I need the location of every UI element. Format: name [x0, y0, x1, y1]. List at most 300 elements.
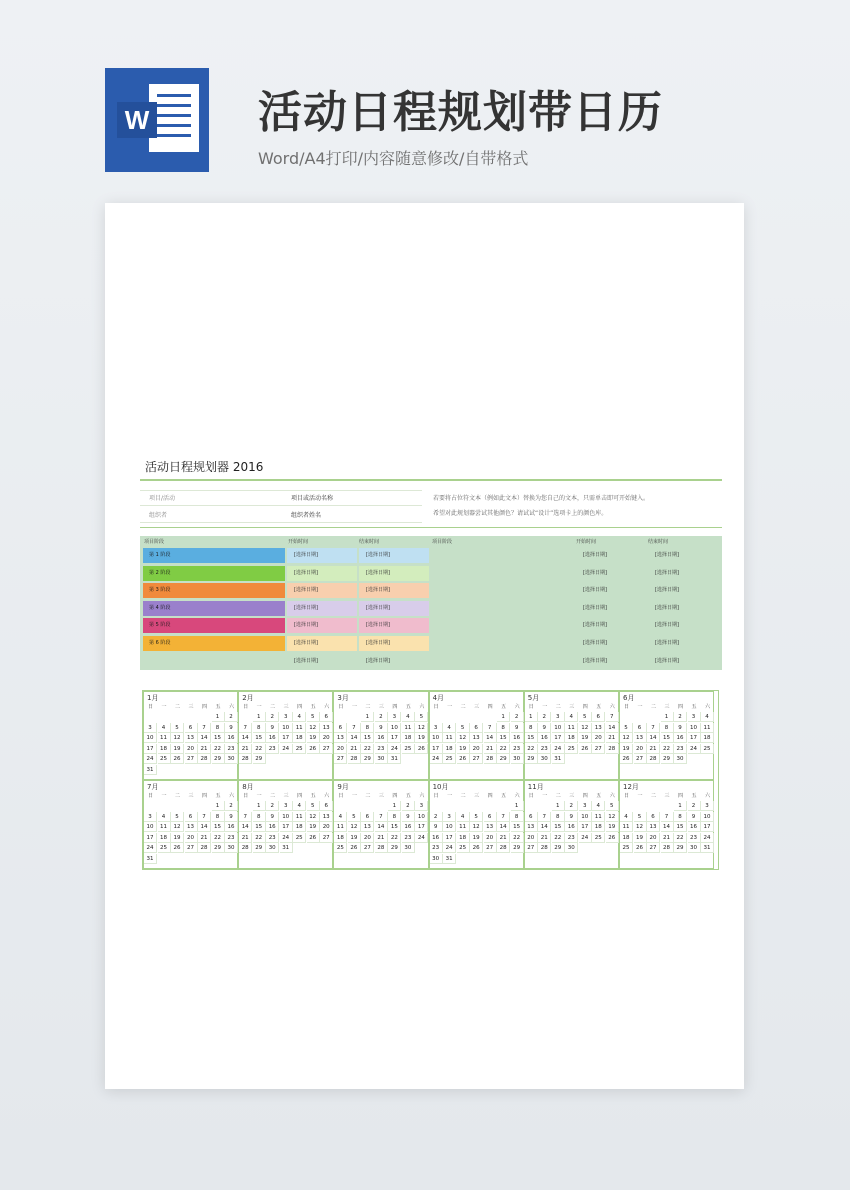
calendar-day[interactable]: 7 — [484, 723, 497, 733]
calendar-day[interactable]: 9 — [225, 723, 238, 733]
calendar-day[interactable]: 20 — [647, 833, 660, 843]
calendar-day[interactable]: 2 — [375, 712, 388, 722]
calendar-day[interactable]: 4 — [402, 712, 415, 722]
calendar-day[interactable]: 18 — [158, 833, 171, 843]
calendar-day[interactable]: 28 — [661, 843, 674, 853]
calendar-day[interactable]: 2 — [565, 801, 578, 811]
calendar-day[interactable]: 8 — [552, 812, 565, 822]
calendar-day[interactable]: 30 — [266, 843, 279, 853]
phase-name-cell[interactable] — [431, 654, 573, 669]
calendar-day[interactable]: 29 — [497, 754, 510, 764]
calendar-day[interactable]: 25 — [565, 744, 578, 754]
calendar-day[interactable]: 5 — [348, 812, 361, 822]
calendar-day[interactable]: 11 — [158, 822, 171, 832]
calendar-day[interactable]: 17 — [144, 744, 157, 754]
calendar-day[interactable]: 16 — [430, 833, 443, 843]
calendar-day[interactable]: 1 — [552, 801, 565, 811]
calendar-day[interactable]: 11 — [457, 822, 470, 832]
calendar-day[interactable]: 21 — [239, 833, 252, 843]
calendar-day[interactable]: 14 — [198, 733, 211, 743]
calendar-day[interactable]: 5 — [620, 723, 633, 733]
calendar-day[interactable]: 25 — [457, 843, 470, 853]
phase-name-cell[interactable]: 第 3 阶段 — [143, 583, 285, 598]
end-date-picker[interactable]: [选择日期] — [648, 618, 720, 633]
calendar-day[interactable]: 22 — [212, 833, 225, 843]
calendar-day[interactable]: 21 — [647, 744, 660, 754]
calendar-day[interactable]: 19 — [171, 744, 184, 754]
calendar-day[interactable]: 11 — [334, 822, 347, 832]
calendar-day[interactable]: 2 — [688, 801, 701, 811]
calendar-day[interactable]: 5 — [457, 723, 470, 733]
calendar-day[interactable]: 23 — [430, 843, 443, 853]
calendar-day[interactable]: 30 — [674, 754, 687, 764]
calendar-day[interactable]: 27 — [320, 833, 333, 843]
calendar-day[interactable]: 24 — [144, 843, 157, 853]
calendar-day[interactable]: 8 — [212, 723, 225, 733]
calendar-day[interactable]: 18 — [457, 833, 470, 843]
calendar-day[interactable]: 27 — [185, 843, 198, 853]
calendar-day[interactable]: 22 — [674, 833, 687, 843]
calendar-day[interactable]: 4 — [293, 712, 306, 722]
calendar-day[interactable]: 8 — [674, 812, 687, 822]
calendar-day[interactable]: 28 — [606, 744, 619, 754]
calendar-day[interactable]: 30 — [402, 843, 415, 853]
end-date-picker[interactable]: [选择日期] — [648, 601, 720, 616]
start-date-picker[interactable]: [选择日期] — [287, 601, 357, 616]
calendar-day[interactable]: 6 — [320, 712, 333, 722]
end-date-picker[interactable]: [选择日期] — [648, 548, 720, 563]
calendar-day[interactable]: 2 — [402, 801, 415, 811]
phase-name-cell[interactable] — [431, 601, 573, 616]
calendar-day[interactable]: 13 — [525, 822, 538, 832]
phase-name-cell[interactable] — [431, 618, 573, 633]
calendar-day[interactable]: 8 — [253, 723, 266, 733]
calendar-day[interactable]: 7 — [198, 812, 211, 822]
calendar-day[interactable]: 19 — [457, 744, 470, 754]
calendar-day[interactable]: 16 — [538, 733, 551, 743]
calendar-day[interactable]: 27 — [634, 754, 647, 764]
calendar-day[interactable]: 7 — [606, 712, 619, 722]
calendar-day[interactable]: 30 — [538, 754, 551, 764]
calendar-day[interactable]: 23 — [511, 744, 524, 754]
calendar-day[interactable]: 7 — [348, 723, 361, 733]
calendar-day[interactable]: 9 — [266, 812, 279, 822]
calendar-day[interactable]: 21 — [661, 833, 674, 843]
calendar-day[interactable]: 25 — [402, 744, 415, 754]
calendar-day[interactable]: 27 — [334, 754, 347, 764]
calendar-day[interactable]: 19 — [171, 833, 184, 843]
calendar-day[interactable]: 8 — [661, 723, 674, 733]
calendar-day[interactable]: 11 — [402, 723, 415, 733]
calendar-day[interactable]: 18 — [402, 733, 415, 743]
calendar-day[interactable]: 8 — [497, 723, 510, 733]
calendar-day[interactable]: 28 — [647, 754, 660, 764]
calendar-day[interactable]: 22 — [497, 744, 510, 754]
calendar-day[interactable]: 25 — [158, 843, 171, 853]
calendar-day[interactable]: 18 — [620, 833, 633, 843]
calendar-day[interactable]: 28 — [538, 843, 551, 853]
calendar-day[interactable]: 12 — [307, 723, 320, 733]
calendar-day[interactable]: 23 — [225, 833, 238, 843]
calendar-day[interactable]: 17 — [388, 733, 401, 743]
calendar-day[interactable]: 31 — [388, 754, 401, 764]
calendar-day[interactable]: 9 — [674, 723, 687, 733]
calendar-day[interactable]: 2 — [430, 812, 443, 822]
calendar-day[interactable]: 25 — [158, 754, 171, 764]
calendar-day[interactable]: 3 — [579, 801, 592, 811]
calendar-day[interactable]: 7 — [239, 812, 252, 822]
calendar-day[interactable]: 24 — [443, 843, 456, 853]
calendar-day[interactable]: 20 — [185, 744, 198, 754]
calendar-day[interactable]: 20 — [634, 744, 647, 754]
calendar-day[interactable]: 2 — [266, 712, 279, 722]
calendar-day[interactable]: 10 — [388, 723, 401, 733]
calendar-day[interactable]: 5 — [171, 812, 184, 822]
calendar-day[interactable]: 14 — [239, 822, 252, 832]
calendar-day[interactable]: 6 — [334, 723, 347, 733]
start-date-picker[interactable]: [选择日期] — [287, 618, 357, 633]
calendar-day[interactable]: 31 — [144, 765, 157, 775]
calendar-day[interactable]: 24 — [552, 744, 565, 754]
calendar-day[interactable]: 13 — [334, 733, 347, 743]
calendar-day[interactable]: 16 — [511, 733, 524, 743]
calendar-day[interactable]: 11 — [443, 733, 456, 743]
calendar-day[interactable]: 11 — [158, 733, 171, 743]
end-date-picker[interactable]: [选择日期] — [648, 566, 720, 581]
calendar-day[interactable]: 21 — [198, 833, 211, 843]
calendar-day[interactable]: 12 — [620, 733, 633, 743]
calendar-day[interactable]: 12 — [606, 812, 619, 822]
calendar-day[interactable]: 15 — [497, 733, 510, 743]
calendar-day[interactable]: 26 — [307, 833, 320, 843]
phase-name-cell[interactable] — [431, 583, 573, 598]
calendar-day[interactable]: 1 — [497, 712, 510, 722]
calendar-day[interactable]: 8 — [253, 812, 266, 822]
calendar-day[interactable]: 12 — [634, 822, 647, 832]
calendar-day[interactable]: 22 — [212, 744, 225, 754]
calendar-day[interactable]: 27 — [320, 744, 333, 754]
calendar-day[interactable]: 6 — [320, 801, 333, 811]
calendar-day[interactable]: 28 — [198, 754, 211, 764]
calendar-day[interactable]: 20 — [334, 744, 347, 754]
calendar-day[interactable]: 4 — [158, 723, 171, 733]
calendar-day[interactable]: 24 — [280, 744, 293, 754]
calendar-day[interactable]: 1 — [661, 712, 674, 722]
calendar-day[interactable]: 2 — [538, 712, 551, 722]
calendar-day[interactable]: 23 — [266, 833, 279, 843]
calendar-day[interactable]: 26 — [415, 744, 428, 754]
start-date-picker[interactable]: [选择日期] — [287, 654, 357, 669]
calendar-day[interactable]: 25 — [334, 843, 347, 853]
calendar-day[interactable]: 18 — [443, 744, 456, 754]
calendar-day[interactable]: 13 — [634, 733, 647, 743]
calendar-day[interactable]: 12 — [348, 822, 361, 832]
calendar-day[interactable]: 29 — [212, 754, 225, 764]
calendar-day[interactable]: 16 — [402, 822, 415, 832]
calendar-day[interactable]: 13 — [320, 812, 333, 822]
calendar-day[interactable]: 22 — [253, 744, 266, 754]
calendar-day[interactable]: 16 — [266, 822, 279, 832]
calendar-day[interactable]: 22 — [661, 744, 674, 754]
end-date-picker[interactable]: [选择日期] — [359, 583, 429, 598]
calendar-day[interactable]: 19 — [606, 822, 619, 832]
calendar-day[interactable]: 17 — [430, 744, 443, 754]
calendar-day[interactable]: 6 — [361, 812, 374, 822]
calendar-day[interactable]: 14 — [661, 822, 674, 832]
calendar-day[interactable]: 22 — [511, 833, 524, 843]
calendar-day[interactable]: 22 — [552, 833, 565, 843]
calendar-day[interactable]: 10 — [579, 812, 592, 822]
calendar-day[interactable]: 18 — [293, 733, 306, 743]
calendar-day[interactable]: 17 — [280, 733, 293, 743]
calendar-day[interactable]: 20 — [361, 833, 374, 843]
calendar-day[interactable]: 12 — [470, 822, 483, 832]
calendar-day[interactable]: 20 — [484, 833, 497, 843]
calendar-day[interactable]: 13 — [185, 822, 198, 832]
calendar-day[interactable]: 12 — [415, 723, 428, 733]
calendar-day[interactable]: 24 — [579, 833, 592, 843]
calendar-day[interactable]: 28 — [497, 843, 510, 853]
calendar-day[interactable]: 1 — [253, 801, 266, 811]
calendar-day[interactable]: 20 — [525, 833, 538, 843]
calendar-day[interactable]: 3 — [443, 812, 456, 822]
calendar-day[interactable]: 10 — [430, 733, 443, 743]
calendar-day[interactable]: 19 — [579, 733, 592, 743]
start-date-picker[interactable]: [选择日期] — [576, 618, 646, 633]
calendar-day[interactable]: 3 — [144, 812, 157, 822]
calendar-day[interactable]: 15 — [388, 822, 401, 832]
calendar-day[interactable]: 30 — [430, 854, 443, 864]
calendar-day[interactable]: 28 — [239, 754, 252, 764]
calendar-day[interactable]: 16 — [565, 822, 578, 832]
calendar-day[interactable]: 12 — [457, 733, 470, 743]
calendar-day[interactable]: 13 — [592, 723, 605, 733]
calendar-day[interactable]: 8 — [511, 812, 524, 822]
calendar-day[interactable]: 2 — [225, 801, 238, 811]
calendar-day[interactable]: 4 — [158, 812, 171, 822]
calendar-day[interactable]: 26 — [606, 833, 619, 843]
calendar-day[interactable]: 3 — [280, 712, 293, 722]
calendar-day[interactable]: 13 — [320, 723, 333, 733]
calendar-day[interactable]: 23 — [375, 744, 388, 754]
calendar-day[interactable]: 5 — [415, 712, 428, 722]
calendar-day[interactable]: 26 — [620, 754, 633, 764]
calendar-day[interactable]: 9 — [688, 812, 701, 822]
calendar-day[interactable]: 13 — [647, 822, 660, 832]
calendar-day[interactable]: 14 — [497, 822, 510, 832]
calendar-day[interactable]: 4 — [334, 812, 347, 822]
calendar-day[interactable]: 14 — [484, 733, 497, 743]
calendar-day[interactable]: 10 — [443, 822, 456, 832]
calendar-day[interactable]: 22 — [253, 833, 266, 843]
calendar-day[interactable]: 9 — [225, 812, 238, 822]
calendar-day[interactable]: 17 — [280, 822, 293, 832]
calendar-day[interactable]: 24 — [430, 754, 443, 764]
calendar-day[interactable]: 23 — [538, 744, 551, 754]
calendar-day[interactable]: 29 — [361, 754, 374, 764]
end-date-picker[interactable]: [选择日期] — [359, 601, 429, 616]
calendar-day[interactable]: 3 — [552, 712, 565, 722]
calendar-day[interactable]: 19 — [307, 822, 320, 832]
calendar-day[interactable]: 16 — [225, 733, 238, 743]
calendar-day[interactable]: 9 — [402, 812, 415, 822]
calendar-day[interactable]: 21 — [375, 833, 388, 843]
calendar-day[interactable]: 25 — [620, 843, 633, 853]
calendar-day[interactable]: 14 — [647, 733, 660, 743]
calendar-day[interactable]: 15 — [253, 733, 266, 743]
calendar-day[interactable]: 5 — [307, 712, 320, 722]
calendar-day[interactable]: 23 — [225, 744, 238, 754]
calendar-day[interactable]: 18 — [293, 822, 306, 832]
calendar-day[interactable]: 7 — [497, 812, 510, 822]
start-date-picker[interactable]: [选择日期] — [287, 566, 357, 581]
calendar-day[interactable]: 18 — [701, 733, 714, 743]
calendar-day[interactable]: 18 — [334, 833, 347, 843]
calendar-day[interactable]: 10 — [701, 812, 714, 822]
calendar-day[interactable]: 1 — [674, 801, 687, 811]
calendar-day[interactable]: 15 — [212, 733, 225, 743]
calendar-day[interactable]: 24 — [415, 833, 428, 843]
calendar-day[interactable]: 6 — [647, 812, 660, 822]
calendar-day[interactable]: 4 — [565, 712, 578, 722]
calendar-day[interactable]: 30 — [375, 754, 388, 764]
calendar-day[interactable]: 28 — [348, 754, 361, 764]
calendar-day[interactable]: 23 — [565, 833, 578, 843]
calendar-day[interactable]: 6 — [185, 812, 198, 822]
calendar-day[interactable]: 21 — [198, 744, 211, 754]
calendar-day[interactable]: 26 — [348, 843, 361, 853]
calendar-day[interactable]: 1 — [212, 801, 225, 811]
calendar-day[interactable]: 1 — [511, 801, 524, 811]
calendar-day[interactable]: 24 — [701, 833, 714, 843]
calendar-day[interactable]: 6 — [484, 812, 497, 822]
calendar-day[interactable]: 30 — [225, 843, 238, 853]
calendar-day[interactable]: 25 — [293, 744, 306, 754]
calendar-day[interactable]: 13 — [470, 733, 483, 743]
end-date-picker[interactable]: [选择日期] — [359, 618, 429, 633]
calendar-day[interactable]: 5 — [634, 812, 647, 822]
calendar-day[interactable]: 30 — [688, 843, 701, 853]
calendar-day[interactable]: 21 — [239, 744, 252, 754]
calendar-day[interactable]: 16 — [674, 733, 687, 743]
calendar-day[interactable]: 21 — [484, 744, 497, 754]
calendar-day[interactable]: 17 — [415, 822, 428, 832]
calendar-day[interactable]: 23 — [266, 744, 279, 754]
calendar-day[interactable]: 28 — [239, 843, 252, 853]
calendar-day[interactable]: 4 — [443, 723, 456, 733]
start-date-picker[interactable]: [选择日期] — [576, 654, 646, 669]
calendar-day[interactable]: 22 — [525, 744, 538, 754]
calendar-day[interactable]: 10 — [144, 822, 157, 832]
end-date-picker[interactable]: [选择日期] — [648, 636, 720, 651]
calendar-day[interactable]: 17 — [688, 733, 701, 743]
phase-name-cell[interactable]: 第 2 阶段 — [143, 566, 285, 581]
end-date-picker[interactable]: [选择日期] — [359, 566, 429, 581]
calendar-day[interactable]: 19 — [415, 733, 428, 743]
calendar-day[interactable]: 8 — [388, 812, 401, 822]
calendar-day[interactable]: 31 — [443, 854, 456, 864]
calendar-day[interactable]: 10 — [688, 723, 701, 733]
calendar-day[interactable]: 15 — [212, 822, 225, 832]
calendar-day[interactable]: 7 — [239, 723, 252, 733]
calendar-day[interactable]: 4 — [293, 801, 306, 811]
calendar-day[interactable]: 20 — [185, 833, 198, 843]
calendar-day[interactable]: 19 — [634, 833, 647, 843]
calendar-day[interactable]: 6 — [185, 723, 198, 733]
calendar-day[interactable]: 7 — [661, 812, 674, 822]
calendar-day[interactable]: 8 — [212, 812, 225, 822]
calendar-day[interactable]: 8 — [525, 723, 538, 733]
calendar-day[interactable]: 2 — [266, 801, 279, 811]
calendar-day[interactable]: 3 — [280, 801, 293, 811]
calendar-day[interactable]: 6 — [634, 723, 647, 733]
calendar-day[interactable]: 14 — [198, 822, 211, 832]
calendar-day[interactable]: 6 — [470, 723, 483, 733]
phase-name-cell[interactable]: 第 1 阶段 — [143, 548, 285, 563]
calendar-day[interactable]: 15 — [361, 733, 374, 743]
calendar-day[interactable]: 16 — [225, 822, 238, 832]
calendar-day[interactable]: 29 — [388, 843, 401, 853]
calendar-day[interactable]: 17 — [552, 733, 565, 743]
calendar-day[interactable]: 1 — [361, 712, 374, 722]
calendar-day[interactable]: 5 — [579, 712, 592, 722]
calendar-day[interactable]: 25 — [293, 833, 306, 843]
calendar-day[interactable]: 5 — [307, 801, 320, 811]
calendar-day[interactable]: 18 — [158, 744, 171, 754]
calendar-day[interactable]: 15 — [552, 822, 565, 832]
calendar-day[interactable]: 31 — [144, 854, 157, 864]
calendar-day[interactable]: 21 — [538, 833, 551, 843]
end-date-picker[interactable]: [选择日期] — [359, 636, 429, 651]
calendar-day[interactable]: 10 — [280, 723, 293, 733]
calendar-day[interactable]: 12 — [307, 812, 320, 822]
calendar-day[interactable]: 12 — [579, 723, 592, 733]
calendar-day[interactable]: 7 — [647, 723, 660, 733]
calendar-day[interactable]: 5 — [171, 723, 184, 733]
calendar-day[interactable]: 25 — [443, 754, 456, 764]
calendar-day[interactable]: 10 — [552, 723, 565, 733]
calendar-day[interactable]: 1 — [253, 712, 266, 722]
calendar-day[interactable]: 12 — [171, 822, 184, 832]
calendar-day[interactable]: 29 — [525, 754, 538, 764]
calendar-day[interactable]: 22 — [388, 833, 401, 843]
calendar-day[interactable]: 18 — [592, 822, 605, 832]
calendar-day[interactable]: 23 — [674, 744, 687, 754]
calendar-day[interactable]: 1 — [525, 712, 538, 722]
calendar-day[interactable]: 21 — [497, 833, 510, 843]
calendar-day[interactable]: 9 — [565, 812, 578, 822]
calendar-day[interactable]: 10 — [280, 812, 293, 822]
calendar-day[interactable]: 14 — [239, 733, 252, 743]
start-date-picker[interactable]: [选择日期] — [576, 566, 646, 581]
calendar-day[interactable]: 6 — [525, 812, 538, 822]
calendar-day[interactable]: 27 — [647, 843, 660, 853]
phase-name-cell[interactable] — [143, 654, 285, 669]
calendar-day[interactable]: 9 — [375, 723, 388, 733]
calendar-day[interactable]: 27 — [592, 744, 605, 754]
calendar-day[interactable]: 21 — [348, 744, 361, 754]
calendar-day[interactable]: 2 — [225, 712, 238, 722]
calendar-day[interactable]: 4 — [592, 801, 605, 811]
calendar-day[interactable]: 3 — [701, 801, 714, 811]
calendar-day[interactable]: 9 — [511, 723, 524, 733]
calendar-day[interactable]: 11 — [592, 812, 605, 822]
start-date-picker[interactable]: [选择日期] — [576, 548, 646, 563]
calendar-day[interactable]: 26 — [457, 754, 470, 764]
calendar-day[interactable]: 11 — [565, 723, 578, 733]
calendar-day[interactable]: 17 — [701, 822, 714, 832]
calendar-day[interactable]: 31 — [280, 843, 293, 853]
